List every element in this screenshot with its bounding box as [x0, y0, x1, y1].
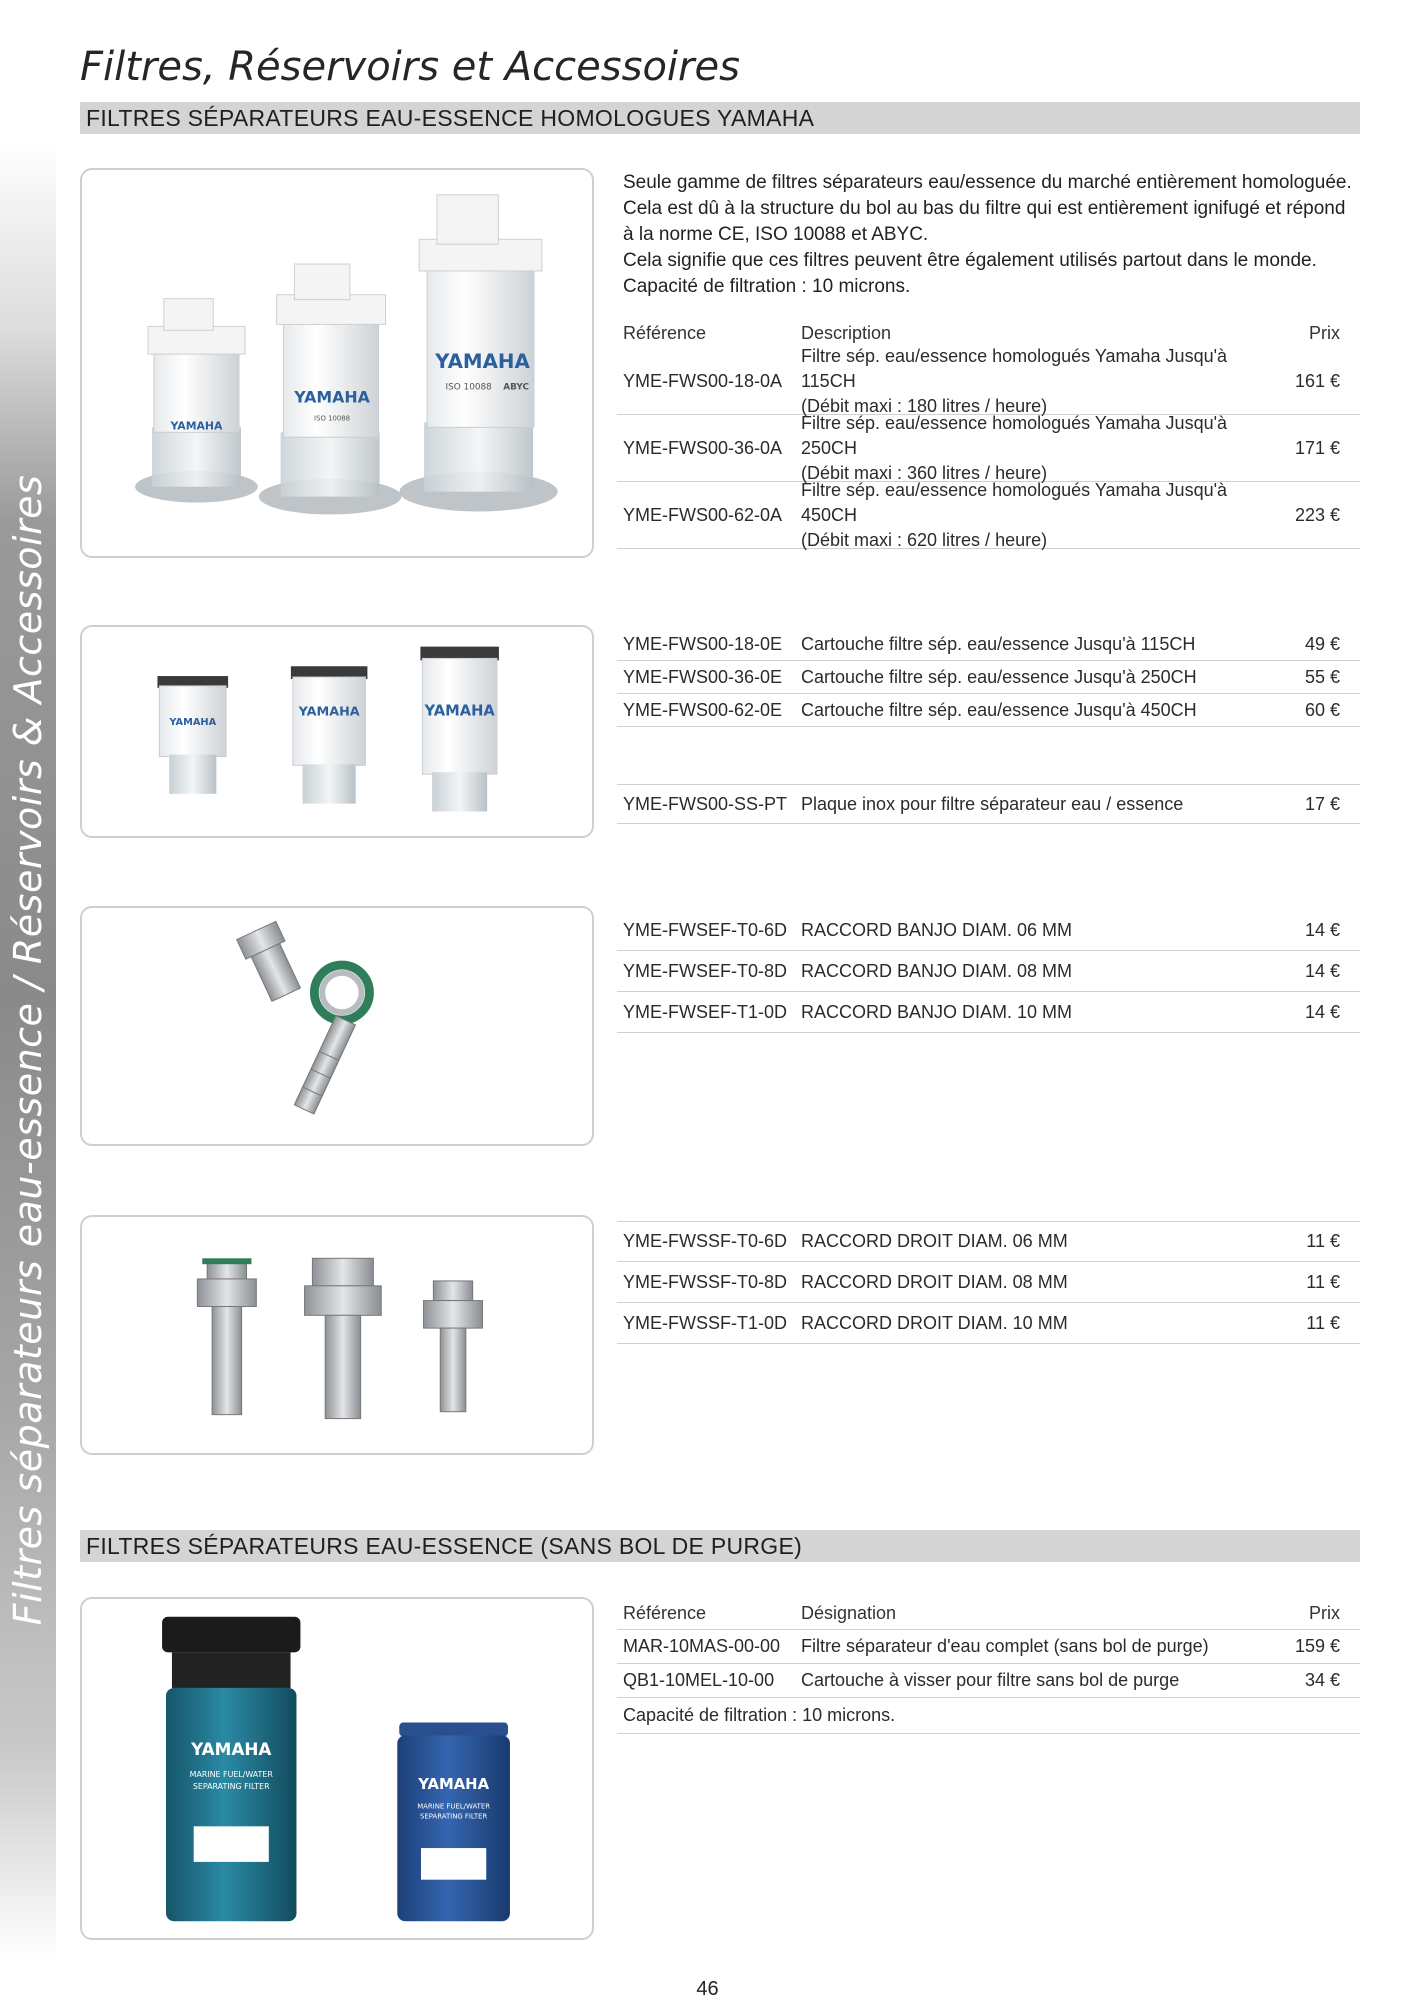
- table-row: [617, 951, 1360, 992]
- page-title: Filtres, Réservoirs et Accessoires: [80, 44, 740, 90]
- marine-filters-illustration: [82, 1599, 592, 1938]
- row-ref: YME-FWSEF-T0-8D: [623, 960, 787, 981]
- row-ref: QB1-10MEL-10-00: [623, 1670, 775, 1690]
- cartridges-illustration: [82, 627, 592, 836]
- table-row: [617, 1303, 1360, 1344]
- page-number: 46: [696, 1978, 719, 2000]
- iso-label-medium: ISO 10088: [314, 414, 351, 423]
- banjo-table: [617, 910, 1360, 1033]
- row-price: 17 €: [1304, 793, 1340, 814]
- photo-straight-fittings: [80, 1215, 594, 1455]
- row-ref: YME-FWSSF-T1-0D: [623, 1312, 787, 1333]
- yamaha-logo-cart-small: YAMAHA: [169, 717, 217, 729]
- row-desc: Cartouche filtre sép. eau/essence Jusqu'à 250CH: [801, 666, 1197, 687]
- row-price: 161 €: [1294, 370, 1340, 391]
- section-title-homologated: FILTRES SÉPARATEURS EAU-ESSENCE HOMOLOGUES YAMAHA: [80, 102, 1360, 134]
- row-desc: Cartouche filtre sép. eau/essence Jusqu'à 450CH: [801, 699, 1197, 720]
- row-ref: YME-FWSSF-T0-6D: [623, 1231, 787, 1251]
- marine-label-line2: SEPARATING FILTER: [192, 1781, 270, 1791]
- row-price: 34 €: [1304, 1670, 1340, 1690]
- header-desc: Description: [801, 322, 892, 343]
- table-row: [617, 694, 1360, 727]
- row-desc: [801, 478, 1250, 553]
- table-row: [617, 1221, 1360, 1262]
- intro-line: Capacité de filtration : 10 microns.: [623, 276, 911, 297]
- row-price: 14 €: [1304, 919, 1340, 940]
- photo-filters-complete: [80, 168, 594, 558]
- yamaha-logo-small: YAMAHA: [170, 419, 223, 433]
- row-price: 223 €: [1294, 504, 1340, 525]
- marine-label-line1: MARINE FUEL/WATER: [189, 1769, 273, 1779]
- row-ref: YME-FWS00-18-0A: [623, 370, 783, 391]
- table-row: [617, 784, 1360, 824]
- table-header: [617, 1597, 1360, 1630]
- cartridges-table: [617, 628, 1360, 824]
- row-desc: RACCORD DROIT DIAM. 10 MM: [801, 1312, 1068, 1333]
- marine-cart-label-line2: SEPARATING FILTER: [420, 1812, 488, 1821]
- marine-cart-label-line1: MARINE FUEL/WATER: [417, 1802, 491, 1811]
- row-desc-line1: Filtre sép. eau/essence homologués Yamaha Jusqu'à 450CH: [801, 479, 1228, 525]
- row-desc: Plaque inox pour filtre séparateur eau / essence: [801, 793, 1184, 814]
- row-ref: YME-FWSEF-T0-6D: [623, 919, 787, 940]
- straight-fittings-illustration: [82, 1217, 592, 1453]
- photo-marine-filters: [80, 1597, 594, 1940]
- photo-banjo-fittings: [80, 906, 594, 1146]
- banjo-illustration: [82, 908, 592, 1144]
- yamaha-logo-marine: YAMAHA: [191, 1739, 272, 1760]
- row-price: 60 €: [1304, 699, 1340, 720]
- table-row: [617, 345, 1360, 416]
- table-row: [617, 1630, 1360, 1664]
- no-purge-table: [617, 1597, 1360, 1734]
- row-desc-line1: Filtre sép. eau/essence homologués Yamaha Jusqu'à 115CH: [801, 345, 1228, 391]
- intro-line: Cela est dû à la structure du bol au bas du filtre qui est entièrement ignifugé et répond: [623, 198, 1346, 219]
- row-desc: RACCORD BANJO DIAM. 08 MM: [801, 960, 1073, 981]
- row-desc-line1: Filtre sép. eau/essence homologués Yamaha Jusqu'à 250CH: [801, 412, 1228, 458]
- header-price: Prix: [1309, 322, 1340, 343]
- row-ref: YME-FWS00-SS-PT: [623, 793, 788, 814]
- abyc-label-large: ABYC: [503, 382, 530, 393]
- intro-line: à la norme CE, ISO 10088 et ABYC.: [623, 224, 929, 245]
- sidebar-text: Filtres séparateurs eau-essence / Réservoirs & Accessoires: [6, 474, 50, 1626]
- yamaha-logo-large: YAMAHA: [435, 349, 530, 373]
- section1-intro: [623, 170, 1363, 300]
- row-price: 55 €: [1304, 666, 1340, 687]
- row-desc-line2: (Débit maxi : 360 litres / heure): [801, 462, 1048, 483]
- row-ref: MAR-10MAS-00-00: [623, 1636, 781, 1656]
- row-ref: YME-FWS00-62-0A: [623, 504, 783, 525]
- table-row: [617, 479, 1360, 550]
- row-price: 49 €: [1304, 633, 1340, 654]
- yamaha-logo-cart-medium: YAMAHA: [298, 704, 360, 720]
- filters-complete-illustration: [82, 170, 592, 556]
- table-row: [617, 992, 1360, 1033]
- row-desc: Filtre séparateur d'eau complet (sans bol de purge): [801, 1636, 1209, 1656]
- row-desc: [801, 411, 1250, 486]
- header-ref: Référence: [623, 322, 707, 343]
- row-price: 11 €: [1306, 1271, 1340, 1292]
- row-desc-line2: (Débit maxi : 180 litres / heure): [801, 395, 1048, 416]
- row-desc: RACCORD BANJO DIAM. 10 MM: [801, 1001, 1073, 1022]
- table-row: [617, 910, 1360, 951]
- yamaha-logo-cartridge-blue: YAMAHA: [418, 1775, 490, 1793]
- row-price: 14 €: [1304, 1001, 1340, 1022]
- row-ref: YME-FWSSF-T0-8D: [623, 1271, 787, 1292]
- photo-cartridges: [80, 625, 594, 838]
- filtration-footnote: Capacité de filtration : 10 microns.: [623, 1705, 896, 1725]
- yamaha-logo-cart-large: YAMAHA: [424, 702, 495, 720]
- table-row: [617, 1664, 1360, 1698]
- row-ref: YME-FWS00-62-0E: [623, 699, 783, 720]
- row-ref: YME-FWSEF-T1-0D: [623, 1001, 787, 1022]
- row-desc-line2: (Débit maxi : 620 litres / heure): [801, 529, 1048, 550]
- header-desc: Désignation: [801, 1602, 897, 1623]
- row-desc: RACCORD DROIT DIAM. 06 MM: [801, 1231, 1068, 1251]
- yamaha-logo-medium: YAMAHA: [294, 387, 370, 407]
- intro-line: Cela signifie que ces filtres peuvent être également utilisés partout dans le monde.: [623, 250, 1317, 271]
- row-ref: YME-FWS00-36-0A: [623, 437, 783, 458]
- header-price: Prix: [1309, 1602, 1340, 1623]
- row-price: 11 €: [1306, 1231, 1340, 1251]
- table-row: [617, 412, 1360, 483]
- row-price: 11 €: [1306, 1312, 1340, 1333]
- table-row: [617, 1262, 1360, 1303]
- intro-line: Seule gamme de filtres séparateurs eau/essence du marché entièrement homologuée.: [623, 172, 1352, 193]
- row-ref: YME-FWS00-36-0E: [623, 666, 783, 687]
- table-footnote-row: [617, 1698, 1360, 1734]
- row-desc: Cartouche à visser pour filtre sans bol de purge: [801, 1670, 1180, 1690]
- row-desc: [801, 344, 1250, 419]
- row-desc: Cartouche filtre sép. eau/essence Jusqu'à 115CH: [801, 633, 1196, 654]
- table-row: [617, 661, 1360, 694]
- row-desc: RACCORD DROIT DIAM. 08 MM: [801, 1271, 1068, 1292]
- section-title-no-purge-bowl: FILTRES SÉPARATEURS EAU-ESSENCE (SANS BOL DE PURGE): [80, 1530, 1360, 1562]
- row-ref: YME-FWS00-18-0E: [623, 633, 783, 654]
- row-price: 159 €: [1294, 1636, 1340, 1656]
- straight-table: [617, 1221, 1360, 1344]
- row-desc: RACCORD BANJO DIAM. 06 MM: [801, 919, 1073, 940]
- table-row: [617, 628, 1360, 661]
- row-price: 171 €: [1294, 437, 1340, 458]
- filters-table: [617, 318, 1360, 549]
- iso-label-large: ISO 10088: [445, 382, 492, 393]
- row-price: 14 €: [1304, 960, 1340, 981]
- header-ref: Référence: [623, 1602, 707, 1623]
